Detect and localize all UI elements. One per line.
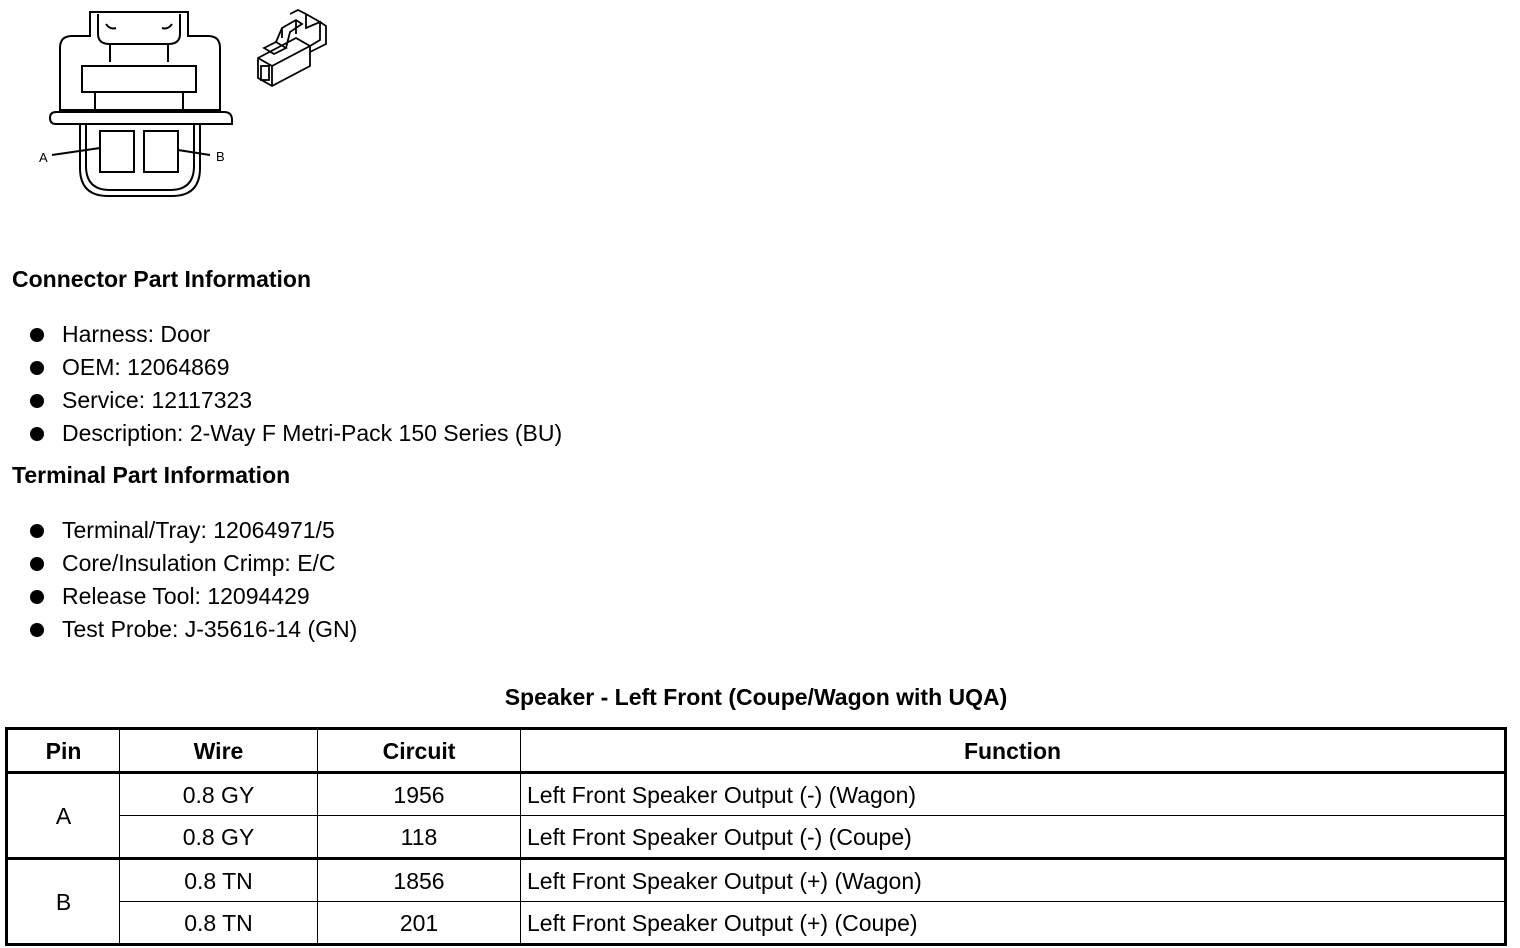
connector-item-oem: OEM: 12064869 <box>62 354 230 380</box>
wire-cell: 0.8 GY <box>120 816 318 859</box>
column-header-pin: Pin <box>7 729 120 773</box>
bullet-icon <box>30 590 44 604</box>
pin-label-b: B <box>216 149 225 164</box>
pinout-table <box>5 727 1507 946</box>
terminal-item-test-probe: Test Probe: J-35616-14 (GN) <box>62 616 358 642</box>
terminal-part-info-list <box>28 514 357 646</box>
function-cell: Left Front Speaker Output (-) (Coupe) <box>521 816 1506 859</box>
bullet-icon <box>30 524 44 538</box>
list-item <box>28 384 562 417</box>
bullet-icon <box>30 328 44 342</box>
connector-item-description: Description: 2-Way F Metri-Pack 150 Series (BU) <box>62 420 563 446</box>
circuit-cell: 1856 <box>318 859 521 902</box>
circuit-cell: 118 <box>318 816 521 859</box>
column-header-circuit: Circuit <box>318 729 521 773</box>
wire-cell: 0.8 TN <box>120 902 318 945</box>
bullet-icon <box>30 361 44 375</box>
list-item <box>28 580 357 613</box>
connector-face-drawing <box>20 0 380 210</box>
pin-cell: A <box>7 773 120 859</box>
connector-part-info-heading: Connector Part Information <box>12 266 312 292</box>
list-item <box>28 514 357 547</box>
terminal-item-release-tool: Release Tool: 12094429 <box>62 583 310 609</box>
function-cell: Left Front Speaker Output (-) (Wagon) <box>521 773 1506 816</box>
table-row <box>7 816 1506 859</box>
connector-isometric-drawing <box>258 10 326 86</box>
wire-cell: 0.8 GY <box>120 773 318 816</box>
circuit-cell: 1956 <box>318 773 521 816</box>
bullet-icon <box>30 427 44 441</box>
column-header-wire: Wire <box>120 729 318 773</box>
circuit-cell: 201 <box>318 902 521 945</box>
function-cell: Left Front Speaker Output (+) (Wagon) <box>521 859 1506 902</box>
connector-part-info-list <box>28 318 562 450</box>
pin-label-a: A <box>39 150 48 165</box>
terminal-item-tray: Terminal/Tray: 12064971/5 <box>62 517 335 543</box>
connector-item-service: Service: 12117323 <box>62 387 253 413</box>
terminal-part-info-heading: Terminal Part Information <box>12 462 291 488</box>
connector-illustration <box>20 0 380 210</box>
list-item <box>28 318 562 351</box>
list-item <box>28 351 562 384</box>
function-cell: Left Front Speaker Output (+) (Coupe) <box>521 902 1506 945</box>
table-header-row <box>7 729 1506 773</box>
list-item <box>28 417 562 450</box>
pin-cell: B <box>7 859 120 945</box>
table-row <box>7 773 1506 816</box>
connector-item-harness: Harness: Door <box>62 321 211 347</box>
column-header-function: Function <box>521 729 1506 773</box>
list-item <box>28 547 357 580</box>
terminal-item-crimp: Core/Insulation Crimp: E/C <box>62 550 336 576</box>
table-row <box>7 859 1506 902</box>
pinout-table-title: Speaker - Left Front (Coupe/Wagon with UQA) <box>504 684 1008 710</box>
table-row <box>7 902 1506 945</box>
bullet-icon <box>30 623 44 637</box>
bullet-icon <box>30 394 44 408</box>
list-item <box>28 613 357 646</box>
bullet-icon <box>30 557 44 571</box>
wire-cell: 0.8 TN <box>120 859 318 902</box>
